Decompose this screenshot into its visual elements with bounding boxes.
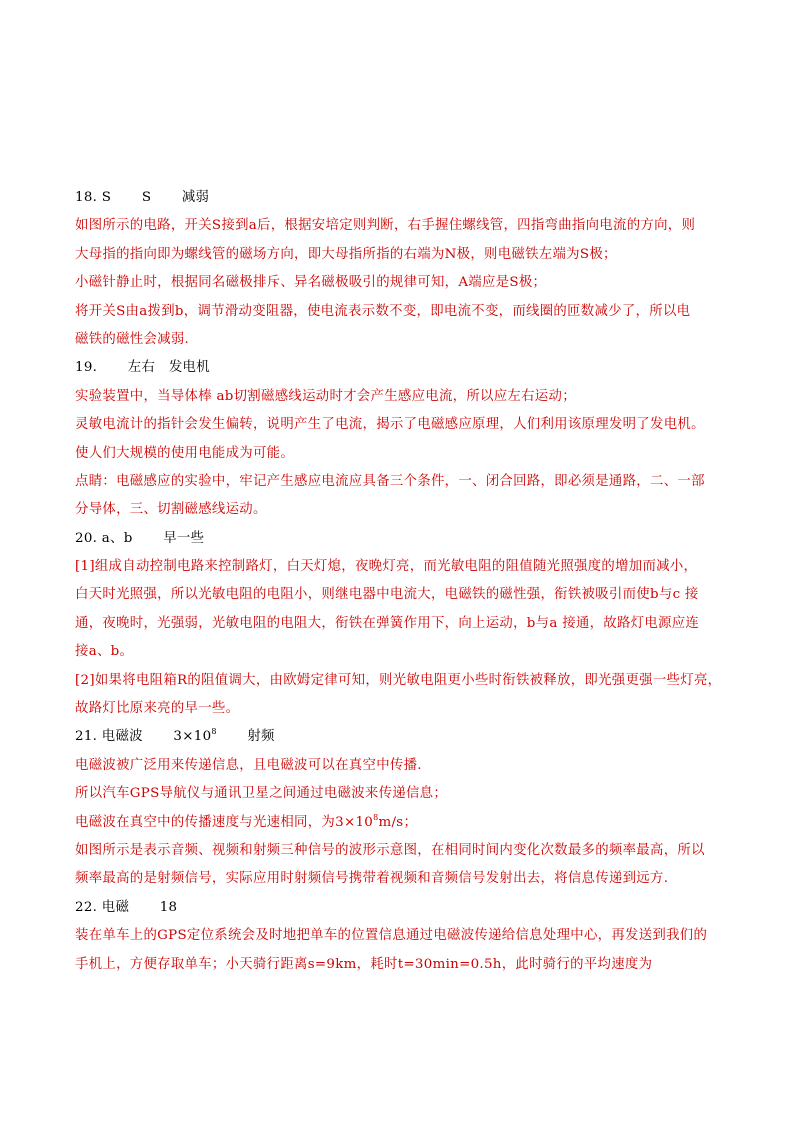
q21-answer-2: 3×10 (173, 729, 212, 745)
q21-line-3-unit: m/s； (378, 814, 418, 830)
q18-line-1: 如图所示的电路，开关S接到a后，根据安培定则判断，右手握住螺线管，四指弯曲指向电流的方向，则 (75, 218, 696, 234)
q22-answer-1: 电磁 (101, 899, 130, 915)
q20-heading (75, 525, 755, 553)
q19-heading (75, 354, 755, 382)
q20-line-3: 通，夜晚时，光强弱，光敏电阻的电阻大，衔铁在弹簧作用下，向上运动，b与a 接通，故路灯电源应连 (75, 615, 700, 631)
q19-number: 19. (75, 360, 98, 376)
q22-heading (75, 894, 755, 922)
q18-heading (75, 184, 755, 212)
q20-number: 20. (75, 530, 98, 546)
q22-answer-2: 18 (159, 899, 178, 915)
q19-answer-2: 发电机 (168, 360, 210, 376)
q22-line-2: 手机上，方便存取单车；小天骑行距离s=9km，耗时t=30min=0.5h，此时骑行的平均速度为 (75, 956, 653, 972)
q22-line-1: 装在单车上的GPS定位系统会及时地把单车的位置信息通过电磁波传递给信息处理中心，再发送到我们的 (75, 928, 708, 944)
q20-line-2: 白天时光照强，所以光敏电阻的电阻小，则继电器中电流大，电磁铁的磁性强，衔铁被吸引而使b与c 接 (75, 587, 699, 603)
q18-answer-1: S (101, 190, 112, 205)
q20-answer-2: 早一些 (163, 530, 205, 546)
q21-line-3-exponent: 8 (373, 812, 379, 822)
q20-line-4: 接a、b。 (75, 644, 134, 660)
answer-content (75, 184, 755, 979)
q19-line-1: 实验装置中，当导体棒 ab切割磁感线运动时才会产生感应电流，所以应左右运动； (75, 388, 576, 404)
q18-line-4: 将开关S由a拨到b，调节滑动变阻器，使电流表示数不变，即电流不变，而线圈的匝数减少了，所以电 (75, 303, 691, 319)
q20-line-5: [2]如果将电阻箱R的阻值调大，由欧姆定律可知，则光敏电阻更小些时衔铁被释放，即光强更强一些灯亮， (75, 672, 722, 688)
q19-line-3: 使人们大规模的使用电能成为可能。 (75, 445, 295, 461)
q19-line-5: 分导体，三、切割磁感线运动。 (75, 502, 267, 518)
q19-line-2: 灵敏电流计的指针会发生偏转，说明产生了电流，揭示了电磁感应原理，人们利用该原理发明了发电机。 (75, 417, 705, 433)
q21-answer-1: 电磁波 (101, 729, 143, 745)
q21-line-3-text: 电磁波在真空中的传播速度与光速相同，为3×10 (75, 814, 374, 830)
q22-number: 22. (75, 899, 98, 915)
q21-answer-2-exponent: 8 (211, 727, 217, 737)
q21-line-2: 所以汽车GPS导航仪与通讯卫星之间通过电磁波来传递信息； (75, 786, 448, 802)
q20-line-6: 故路灯比原来亮的早一些。 (75, 701, 240, 717)
q21-heading (75, 723, 755, 751)
q18-line-3: 小磁针静止时，根据同名磁极排斥、异名磁极吸引的规律可知，A端应是S极； (75, 275, 547, 291)
q21-line-1: 电磁波被广泛用来传递信息，且电磁波可以在真空中传播. (75, 757, 422, 773)
q20-answer-1: a、b (101, 530, 133, 546)
q21-line-5: 频率最高的是射频信号，实际应用时射频信号携带着视频和音频信号发射出去，将信息传递到远方. (75, 871, 669, 887)
q21-line-3 (75, 809, 755, 837)
q18-line-5: 磁铁的磁性会减弱. (75, 331, 190, 347)
q21-number: 21. (75, 729, 98, 745)
q18-answer-3: 减弱 (181, 190, 210, 205)
q18-line-2: 大母指的指向即为螺线管的磁场方向，即大母指所指的右端为N极，则电磁铁左端为S极； (75, 246, 617, 262)
q19-line-4: 点睛：电磁感应的实验中，牢记产生感应电流应具备三个条件，一、闭合回路，即必须是通路，二、一部 (75, 473, 705, 489)
q20-line-1: [1]组成自动控制电路来控制路灯，白天灯熄，夜晚灯亮，而光敏电阻的阻值随光照强度的增加而减小， (75, 559, 698, 575)
q19-answer-1: 左右 (127, 360, 156, 376)
q18-number: 18. (75, 190, 98, 205)
q21-answer-3: 射频 (247, 729, 275, 745)
q18-answer-2: S (141, 190, 152, 205)
q21-line-4: 如图所示是表示音频、视频和射频三种信号的波形示意图，在相同时间内变化次数最多的频率最高，所以 (75, 842, 705, 858)
